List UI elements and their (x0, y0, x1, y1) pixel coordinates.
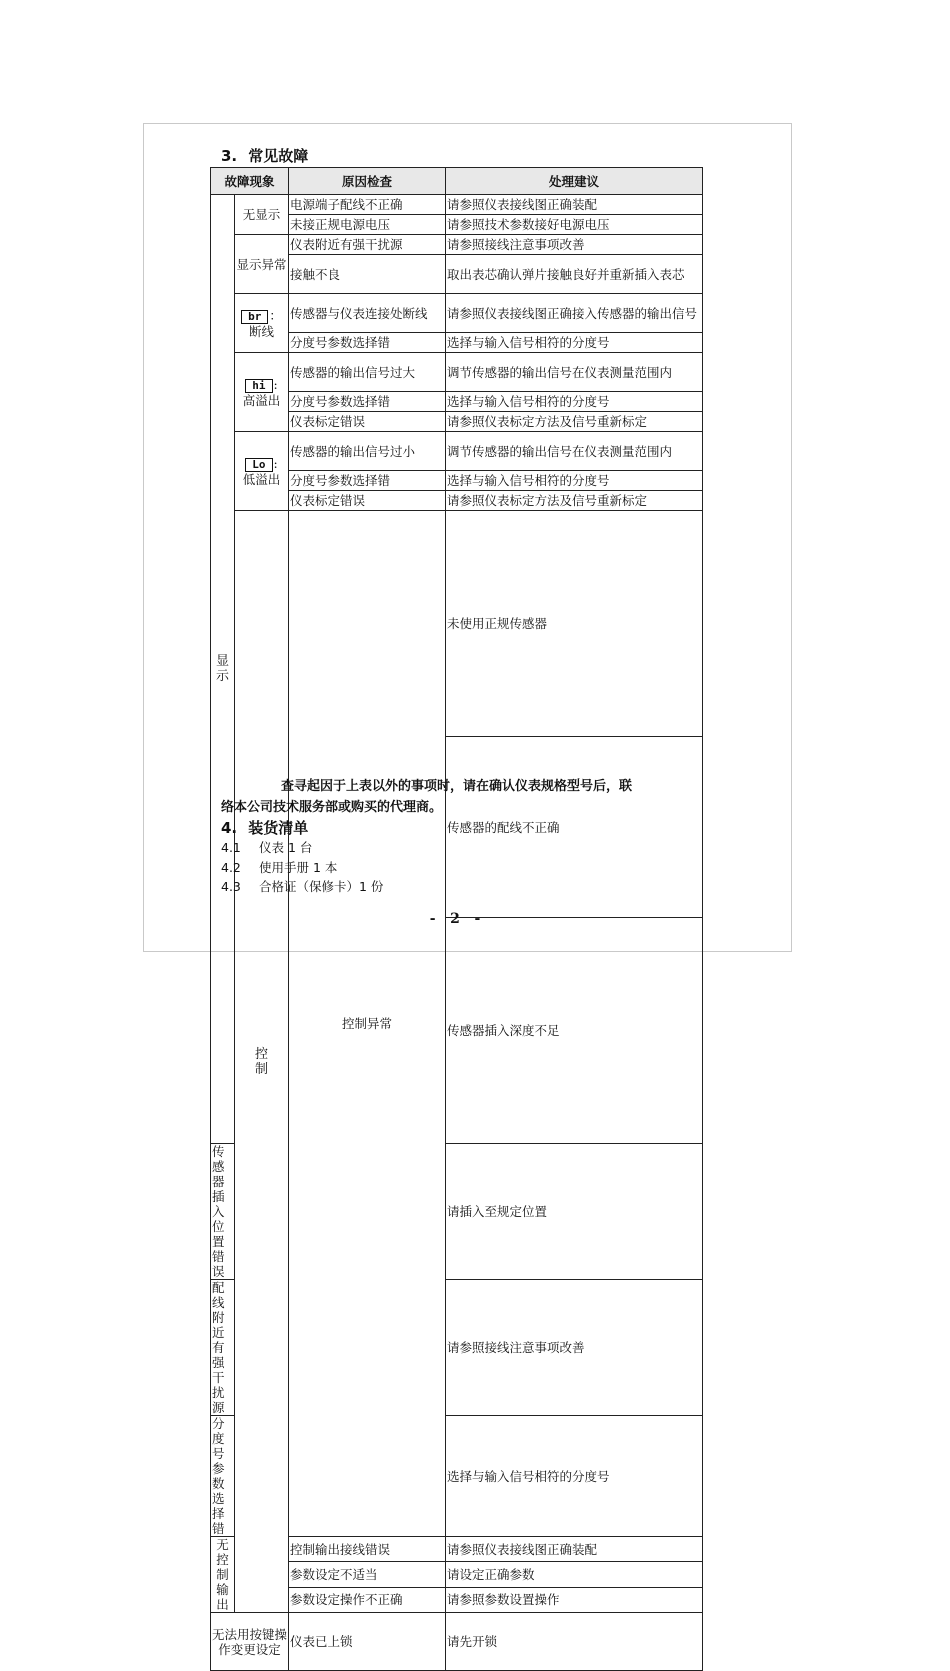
cause-cell: 仪表附近有强干扰源 (289, 235, 446, 255)
symptom-display-abnormal: 显示异常 (235, 235, 289, 294)
action-cell: 请参照参数设置操作 (446, 1587, 703, 1612)
lcd-code-br-icon: br (241, 310, 268, 324)
cause-cell: 分度号参数选择错 (289, 392, 446, 412)
section-3-heading (221, 145, 308, 166)
note-line-1: 查寻起因于上表以外的事项时，请在确认仪表规格型号后，联 (281, 779, 633, 794)
list-item: 4.3 合格证（保修卡）1 份 (221, 879, 384, 894)
action-cell: 请参照接线注意事项改善 (446, 1280, 703, 1416)
symptom-control-abnormal: 控制异常 (289, 511, 446, 1537)
table-row (211, 294, 703, 333)
page-number: - 2 - (429, 911, 481, 927)
symptom-no-display: 无显示 (235, 195, 289, 235)
cause-cell: 接触不良 (289, 255, 446, 294)
section-4-number: 4. (221, 819, 238, 837)
symptom-broken-line: br ： 断线 (235, 294, 289, 353)
section-3-title: 常见故障 (248, 147, 309, 165)
category-display: 显 示 (211, 195, 235, 1144)
cause-cell: 传感器插入深度不足 (446, 918, 703, 1144)
action-cell: 选择与输入信号相符的分度号 (446, 392, 703, 412)
symptom-no-control-output: 无控制输出 (211, 1537, 235, 1613)
action-cell: 请参照仪表标定方法及信号重新标定 (446, 491, 703, 511)
lcd-code-hi-icon: hi (245, 379, 272, 393)
header-action: 处理建议 (446, 168, 703, 195)
cause-cell: 电源端子配线不正确 (289, 195, 446, 215)
action-cell: 调节传感器的输出信号在仪表测量范围内 (446, 432, 703, 471)
action-cell: 选择与输入信号相符的分度号 (446, 471, 703, 491)
list-item: 4.1 仪表 1 台 (221, 840, 313, 855)
action-cell: 请插入至规定位置 (446, 1144, 703, 1280)
action-cell: 请参照仪表接线图正确装配 (446, 1537, 703, 1562)
list-item: 4.2 使用手册 1 本 (221, 860, 338, 875)
action-cell: 请参照技术参数接好电源电压 (446, 215, 703, 235)
action-cell: 请设定正确参数 (446, 1562, 703, 1587)
category-control: 控 制 (235, 511, 289, 1613)
symptom-high-overflow: hi : 高溢出 (235, 353, 289, 432)
symptom-low-overflow: Lo : 低溢出 (235, 432, 289, 511)
table-row (211, 432, 703, 471)
action-cell: 请参照仪表接线图正确接入传感器的输出信号 (446, 294, 703, 333)
header-symptom: 故障现象 (211, 168, 289, 195)
cause-cell: 分度号参数选择错 (289, 471, 446, 491)
action-cell: 取出表芯确认弹片接触良好并重新插入表芯 (446, 255, 703, 294)
cause-cell: 传感器与仪表连接处断线 (289, 294, 446, 333)
action-cell: 请先开锁 (446, 1613, 703, 1671)
action-cell: 请参照接线注意事项改善 (446, 235, 703, 255)
lcd-code-lo-icon: Lo (245, 458, 272, 472)
note-line-2: 络本公司技术服务部或购买的代理商。 (221, 800, 443, 815)
cause-cell: 仪表标定错误 (289, 412, 446, 432)
table-row (211, 511, 703, 737)
header-cause: 原因检查 (289, 168, 446, 195)
action-cell: 选择与输入信号相符的分度号 (446, 1416, 703, 1537)
table-row (211, 1613, 703, 1671)
cause-cell: 仪表已上锁 (289, 1613, 446, 1671)
cause-cell: 未接正规电源电压 (289, 215, 446, 235)
section-4-heading (221, 817, 308, 838)
broken-line-label: 断线 (249, 323, 275, 339)
high-overflow-label: 高溢出 (242, 392, 281, 408)
cause-cell: 配线附近有强干扰源 (211, 1280, 235, 1416)
contact-note (221, 776, 701, 818)
action-cell: 选择与输入信号相符的分度号 (446, 333, 703, 353)
cause-cell: 传感器插入位置错误 (211, 1144, 235, 1280)
table-row (211, 195, 703, 215)
cause-cell: 参数设定操作不正确 (289, 1587, 446, 1612)
table-row (211, 235, 703, 255)
action-cell: 请参照仪表接线图正确装配 (446, 195, 703, 215)
low-overflow-label: 低溢出 (242, 471, 281, 487)
action-cell: 请参照仪表标定方法及信号重新标定 (446, 412, 703, 432)
table-header-row (211, 168, 703, 195)
cause-cell: 分度号参数选择错 (211, 1416, 235, 1537)
cause-cell: 传感器的输出信号过大 (289, 353, 446, 392)
section-3-number: 3. (221, 147, 238, 165)
cause-cell: 仪表标定错误 (289, 491, 446, 511)
section-4-title: 装货清单 (248, 819, 309, 837)
action-cell: 调节传感器的输出信号在仪表测量范围内 (446, 353, 703, 392)
cause-cell: 参数设定不适当 (289, 1562, 446, 1587)
cause-cell: 未使用正规传感器 (446, 511, 703, 737)
cause-cell: 传感器的输出信号过小 (289, 432, 446, 471)
cause-cell: 分度号参数选择错 (289, 333, 446, 353)
symptom-locked: 无法用按键操作变更设定 (211, 1613, 289, 1671)
cause-cell: 传感器的配线不正确 (446, 737, 703, 918)
table-row (211, 353, 703, 392)
cause-cell: 控制输出接线错误 (289, 1537, 446, 1562)
